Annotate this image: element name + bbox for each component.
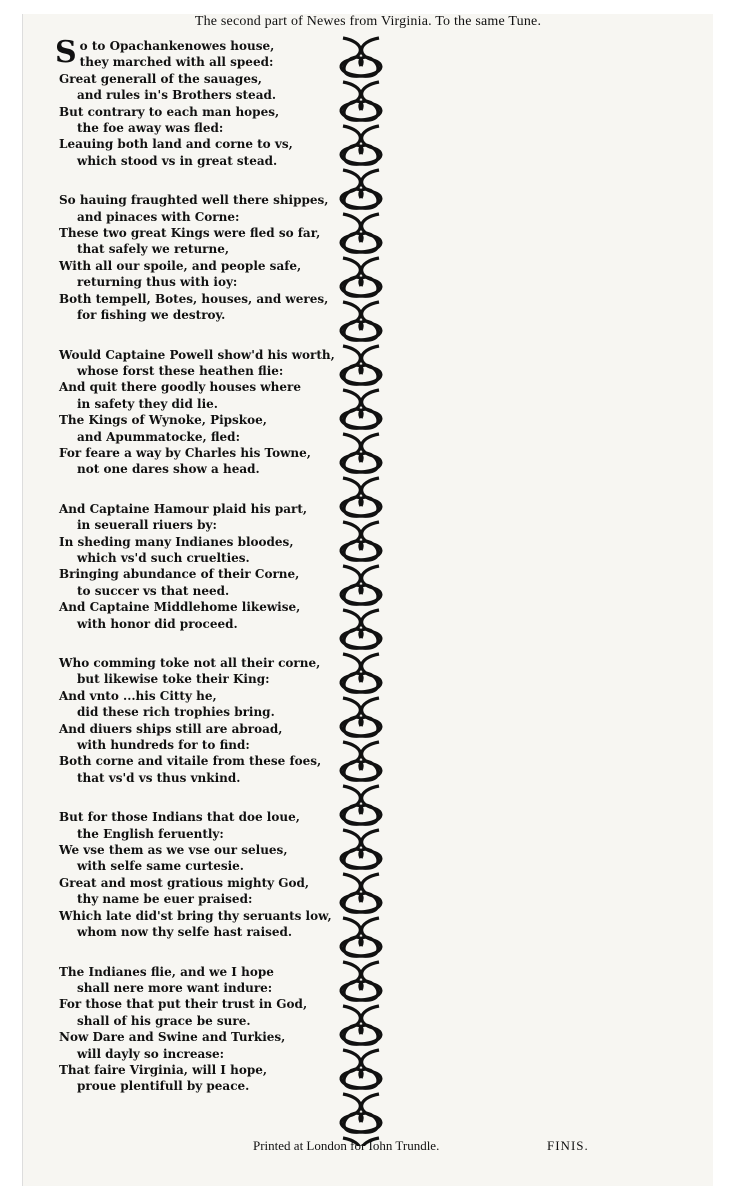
printer-imprint: Printed at London for Iohn Trundle. [253, 1138, 440, 1153]
ballad-title: The second part of Newes from Virginia. To the same Tune. [194, 14, 542, 29]
verse-line: But contrary to each man hopes, [59, 104, 280, 119]
knot-ornament [341, 258, 381, 296]
verse-line: And Captaine Middlehome likewise, [59, 600, 301, 615]
knot-ornament [341, 566, 381, 604]
knot-ornament [341, 654, 381, 692]
verse-line: the English feruently: [77, 826, 224, 841]
verse-line: With all our spoile, and people safe, [59, 258, 302, 273]
verse-line: the foe away was fled: [77, 121, 224, 136]
verse-line: returning thus with ioy: [77, 275, 238, 290]
verse-line: Great generall of the sauages, [59, 71, 262, 86]
knot-ornament [341, 478, 381, 516]
knot-ornament [341, 170, 381, 208]
left-column [55, 35, 359, 1118]
verse-line: which vs'd such cruelties. [77, 550, 250, 565]
verse-line: and pinaces with Corne: [77, 209, 240, 224]
knot-ornament [341, 786, 381, 824]
knot-ornament [341, 874, 381, 912]
knot-ornament [341, 1006, 381, 1044]
verse-line: thy name be euer praised: [77, 892, 253, 907]
knot-ornament [341, 610, 381, 648]
stanza [59, 964, 359, 1095]
verse-line: Leauing both land and corne to vs, [59, 137, 293, 152]
verse-line: shall nere more want indure: [77, 980, 273, 995]
stanza [59, 192, 359, 323]
knot-ornament [341, 830, 381, 868]
verse-line: o to Opachankenowes house, [79, 39, 275, 53]
verse-line: And vnto ...his Citty he, [59, 688, 217, 703]
verse-line: and Apummatocke, fled: [77, 429, 241, 444]
verse-line: in safety they did lie. [77, 396, 218, 411]
verse-line: whom now thy selfe hast raised. [77, 925, 293, 940]
verse-line: they marched with all speed: [79, 55, 274, 70]
stanza [59, 501, 359, 632]
knot-ornament [341, 698, 381, 736]
verse-line: proue plentifull by peace. [77, 1079, 250, 1094]
verse-line: not one dares show a head. [77, 462, 260, 477]
verse-line: Both tempell, Botes, houses, and weres, [59, 291, 329, 306]
knot-ornament [341, 390, 381, 428]
verse-line: did these rich trophies bring. [77, 705, 275, 720]
verse-line: These two great Kings were fled so far, [59, 226, 321, 241]
verse-line: The Indianes flie, and we I hope [59, 964, 274, 979]
knot-ornament [341, 346, 381, 384]
verse-line: in seuerall riuers by: [77, 518, 217, 533]
verse-line: but likewise toke their King: [77, 672, 270, 687]
verse-line: Would Captaine Powell show'd his worth, [59, 347, 335, 362]
verse-line: shall of his grace be sure. [77, 1013, 251, 1028]
verse-line: Who comming toke not all their corne, [59, 656, 321, 670]
verse-line: that vs'd vs thus vnkind. [77, 770, 241, 785]
verse-line: Great and most gratious mighty God, [59, 875, 310, 890]
verse-line: And diuers ships still are abroad, [59, 721, 283, 736]
drop-capital: S [55, 35, 77, 70]
knot-ornament [341, 302, 381, 340]
verse-line: For feare a way by Charles his Towne, [59, 445, 311, 460]
verse-line: For those that put their trust in God, [59, 997, 308, 1012]
verse-line: But for those Indians that doe loue, [59, 810, 300, 825]
verse-line: Now Dare and Swine and Turkies, [59, 1030, 286, 1045]
verse-line: In sheding many Indianes bloodes, [59, 534, 294, 549]
verse-line: will dayly so increase: [77, 1046, 225, 1061]
verse-line: Both corne and vitaile from these foes, [59, 754, 322, 769]
verse-line: Bringing abundance of their Corne, [59, 567, 300, 582]
knot-ornament [341, 918, 381, 956]
knot-ornament [341, 82, 381, 120]
verse-line: to succer vs that need. [77, 583, 230, 598]
stanza [59, 347, 359, 478]
stanza [55, 35, 359, 169]
verse-line: That faire Virginia, will I hope, [59, 1062, 268, 1077]
verse-line: So hauing fraughted well there shippes, [59, 193, 329, 208]
stanza [59, 655, 359, 786]
knot-ornament [341, 962, 381, 1000]
verse-line: with hundreds for to find: [77, 738, 250, 753]
verse-line: with honor did proceed. [77, 616, 238, 631]
verse-line: for fishing we destroy. [77, 308, 226, 323]
knot-ornament [341, 522, 381, 560]
ornamental-border [335, 36, 387, 1146]
verse-line: And quit there goodly houses where [59, 380, 301, 395]
verse-line: which stood vs in great stead. [77, 153, 278, 168]
verse-line: Which late did'st bring thy seruants low, [59, 908, 332, 923]
verse-line: and rules in's Brothers stead. [77, 88, 277, 103]
verse-line: that safely we returne, [77, 242, 230, 257]
knot-ornament [341, 434, 381, 472]
knot-ornament [341, 214, 381, 252]
broadside-page [22, 14, 713, 1186]
knot-ornament [341, 1094, 381, 1132]
knot-ornament [341, 1050, 381, 1088]
verse-line: with selfe same curtesie. [77, 859, 244, 874]
knot-ornament [341, 126, 381, 164]
verse-line: whose forst these heathen flie: [77, 363, 284, 378]
verse-line: And Captaine Hamour plaid his part, [59, 501, 308, 516]
knot-ornament [341, 38, 381, 76]
knot-ornament [341, 742, 381, 780]
verse-line: The Kings of Wynoke, Pipskoe, [59, 413, 267, 428]
verse-line: We vse them as we vse our selues, [59, 843, 288, 858]
stanza [59, 809, 359, 940]
finis-mark: FINIS. [547, 1138, 589, 1153]
